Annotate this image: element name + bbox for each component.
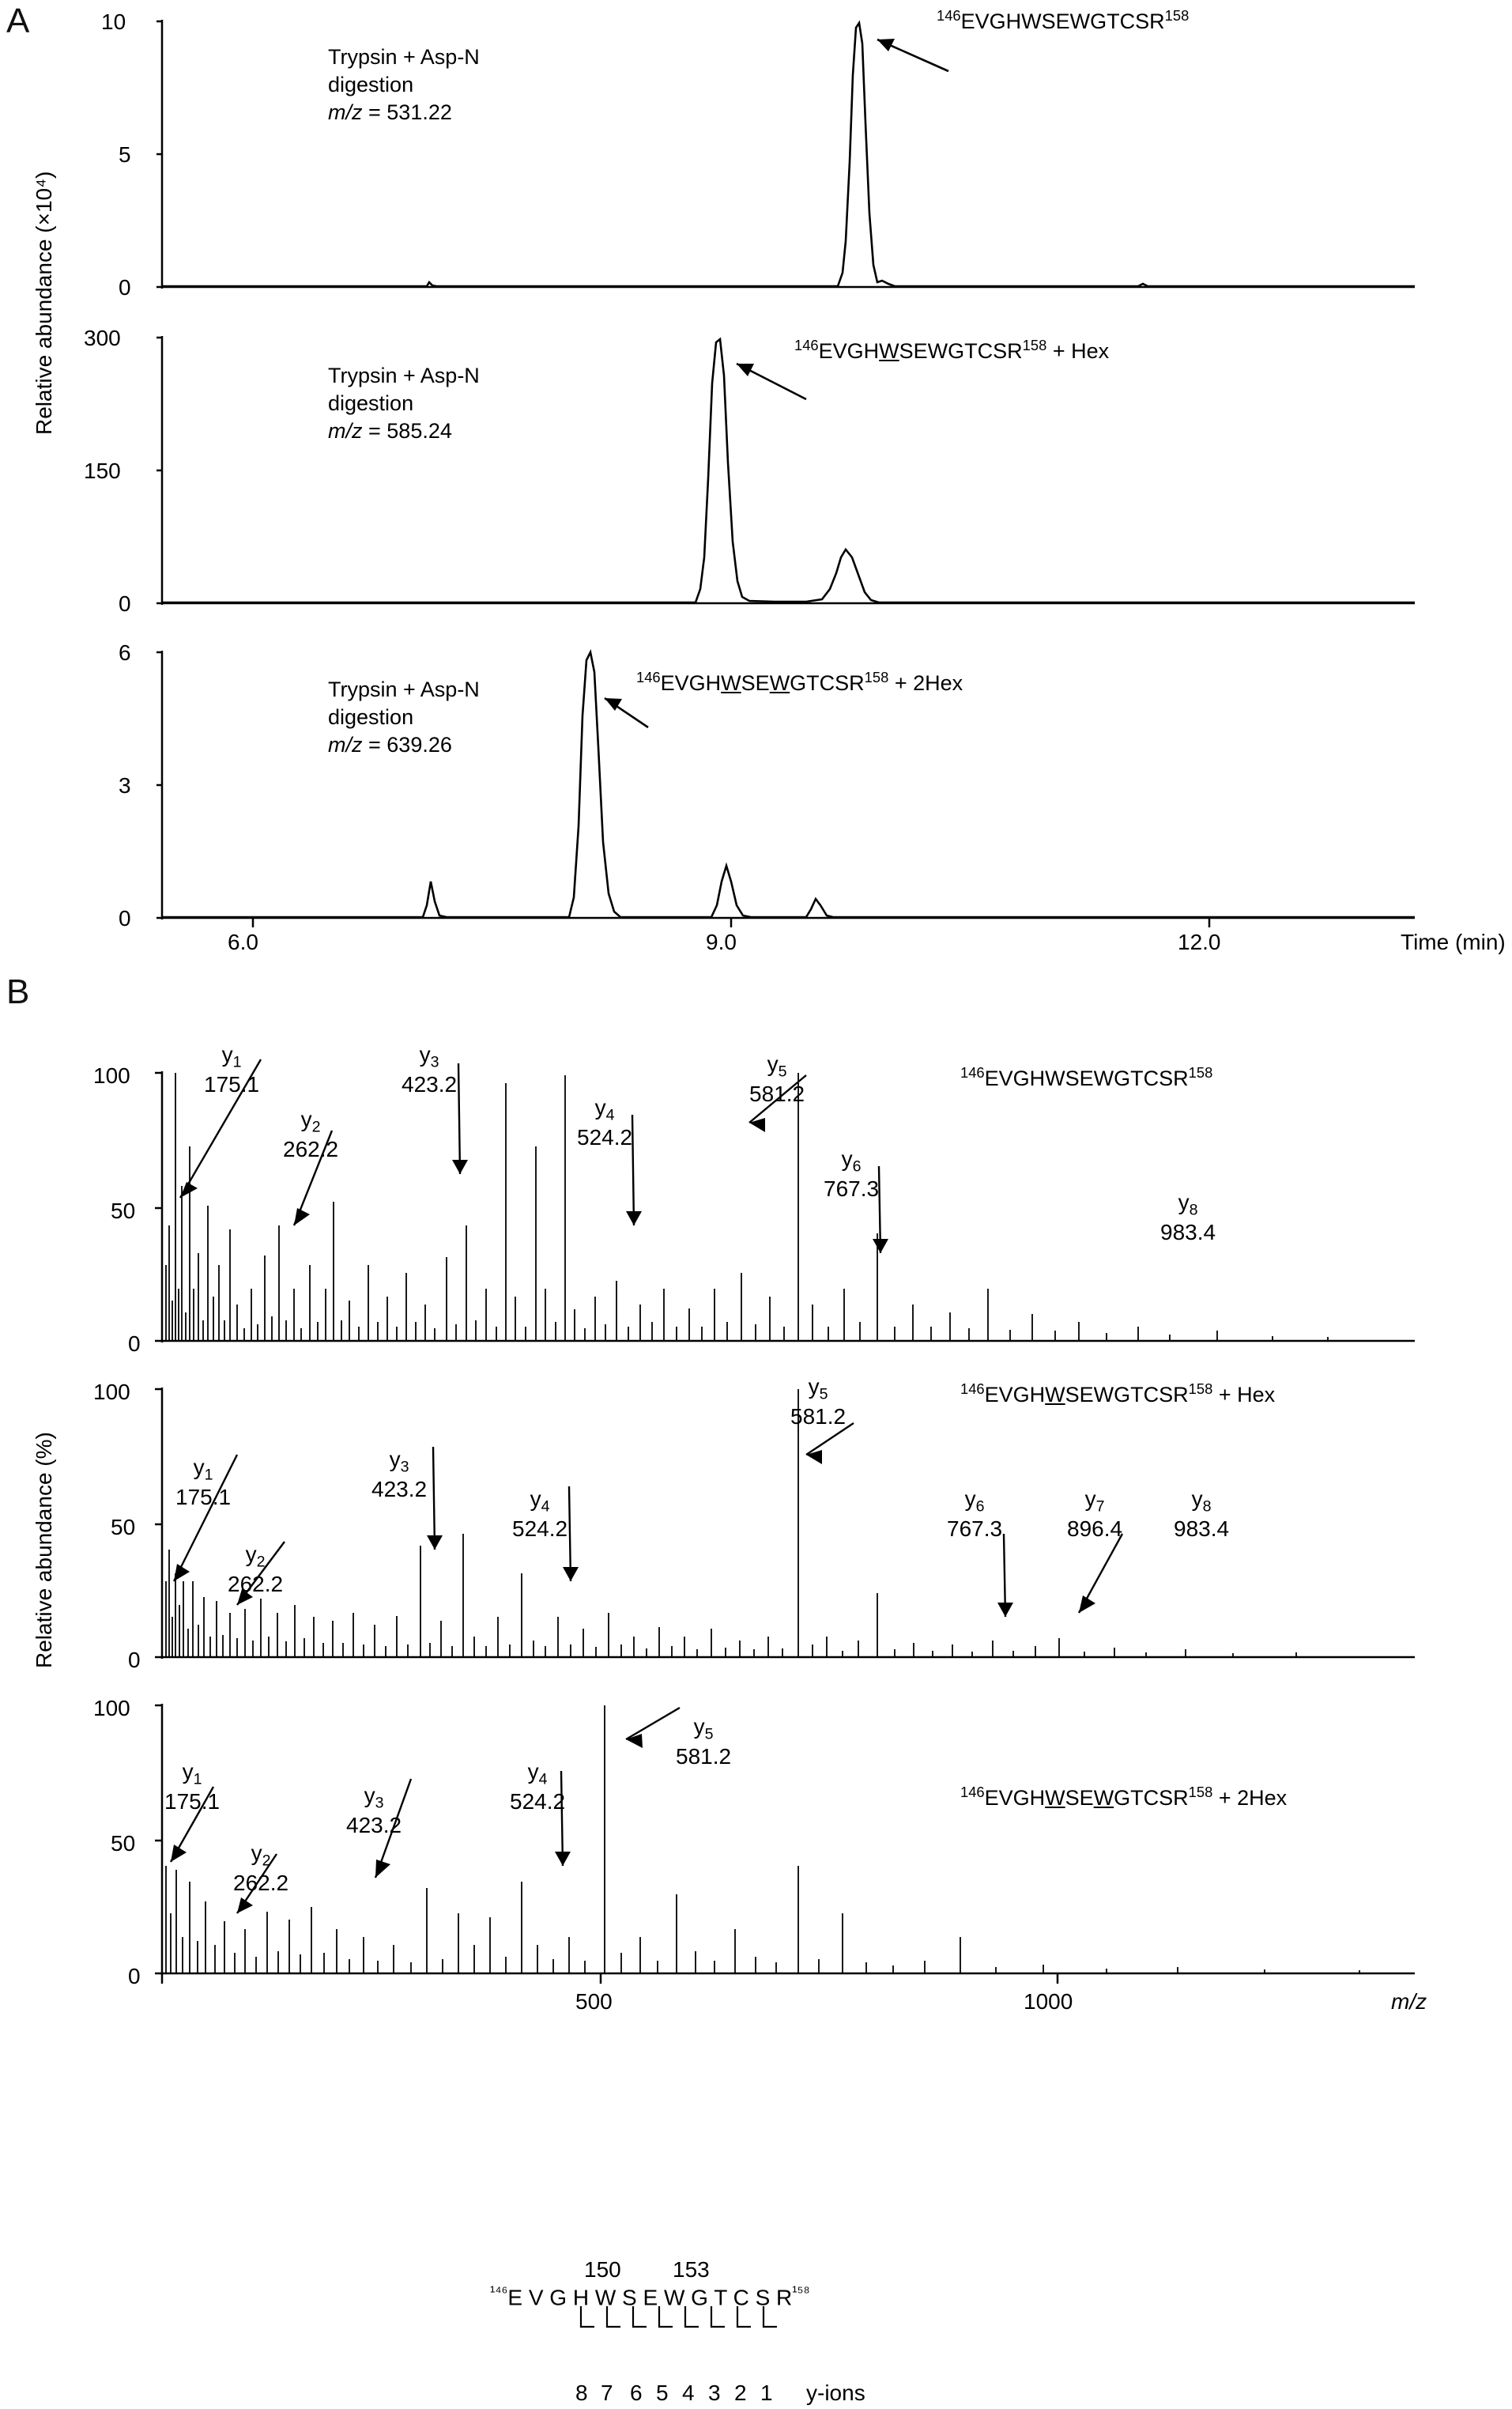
b1-ion-y2-mz: 262.2 <box>283 1136 339 1161</box>
b1-ion-y5-mz: 581.2 <box>749 1081 805 1106</box>
b3-ion-y1 <box>164 1759 220 1814</box>
b3-ion-y4 <box>510 1759 565 1814</box>
b1-ion-y3-mz: 423.2 <box>402 1071 458 1097</box>
panel-a2-ytick-0: 0 <box>119 591 131 616</box>
panel-a1-annotation <box>328 43 480 126</box>
b2-ion-y4-mz: 524.2 <box>512 1516 568 1541</box>
b2-ion-y2-name: $y_2$ <box>245 1542 266 1571</box>
panel-b-plot <box>16 1028 1494 2230</box>
y-ion-number-6: 6 <box>630 2381 643 2405</box>
b1-ion-y4-name: $y_4$ <box>594 1095 615 1124</box>
panel-b2-ytick-0: 0 <box>128 1648 141 1672</box>
b2-ion-y5-name: $y_5$ <box>808 1374 828 1403</box>
panel-a3-ytick-3: 3 <box>119 773 131 798</box>
b1-ion-y8 <box>1160 1190 1216 1245</box>
b2-ion-y6-mz: 767.3 <box>947 1516 1003 1541</box>
panel-a2-annotation-line1: Trypsin + Asp-N <box>328 364 480 387</box>
b3-ion-y2-mz: 262.2 <box>233 1870 289 1895</box>
panel-a2-ytick-300: 300 <box>84 326 121 350</box>
b2-ion-y7-mz: 896.4 <box>1067 1516 1123 1541</box>
panel-b-xtick-500: 500 <box>575 1989 613 2014</box>
panel-a-y-axis-label: Relative abundance (×10⁴) <box>32 171 56 435</box>
b1-spectrum-title: $^{146}$EVGHWSEWGTCSR$^{158}$ <box>960 1064 1213 1090</box>
residue-number-150: 150 <box>584 2257 621 2282</box>
panel-a-x-axis-label: Time (min) <box>1401 930 1506 954</box>
b3-spectrum-title: $^{146}EVGHWSEWGTCSR^{158} + 2Hex$ <box>960 1784 1288 1810</box>
panel-b1-ytick-0: 0 <box>128 1331 141 1356</box>
y-ions-label: y-ions <box>806 2381 865 2405</box>
y-ion-number-1: 1 <box>760 2381 773 2405</box>
panel-a1-ytick-0: 0 <box>119 275 131 300</box>
panel-b3-ytick-0: 0 <box>128 1964 141 1988</box>
panel-a1-annotation-line1: Trypsin + Asp-N <box>328 45 480 69</box>
panel-a3-peak-label: $^{146}EVGHWSEWGTCSR^{158} + 2Hex$ <box>636 669 963 695</box>
b2-ion-y4 <box>512 1486 567 1542</box>
panel-a3-ytick-6: 6 <box>119 640 131 665</box>
b2-ion-y8-name: $y_8$ <box>1191 1486 1212 1516</box>
b1-ion-y8-mz: 983.4 <box>1160 1219 1216 1244</box>
b1-ion-y1-mz: 175.1 <box>204 1071 260 1097</box>
panel-letter-a: A <box>6 2 30 40</box>
b1-ion-y2 <box>283 1107 338 1162</box>
b2-ion-y5-mz: 581.2 <box>790 1403 846 1429</box>
b1-ion-y5-name: $y_5$ <box>767 1052 787 1081</box>
sequence-footer <box>490 2257 1122 2405</box>
y-ion-number-4: 4 <box>682 2381 695 2405</box>
b3-ion-y3 <box>346 1783 402 1838</box>
sequence-suffix: ¹⁵⁸ <box>792 2284 810 2301</box>
b1-ion-y6-mz: 767.3 <box>824 1176 880 1201</box>
panel-a3-annotation <box>328 676 480 759</box>
panel-a2-annotation-line2: digestion <box>328 391 414 416</box>
b3-ion-y3-mz: 423.2 <box>346 1812 402 1837</box>
panel-b2-ytick-100: 100 <box>93 1380 130 1404</box>
sequence-residues: E V G H W S E W G T C S R <box>507 2285 793 2310</box>
b1-ion-y1 <box>204 1042 259 1097</box>
panel-a1-annotation-line2: digestion <box>328 73 414 97</box>
panel-a2-annotation-mz: m/z = 585.24 <box>328 419 452 444</box>
b3-ion-y1-mz: 175.1 <box>164 1788 221 1814</box>
b2-ion-y2 <box>228 1542 283 1597</box>
panel-a3-mz-value: 639.26 <box>386 733 452 757</box>
y-ion-number-2: 2 <box>734 2381 747 2405</box>
panel-a1-annotation-mz: m/z = 531.22 <box>328 100 452 125</box>
b2-ion-y6-name: $y_6$ <box>964 1486 985 1516</box>
b2-ion-y8-mz: 983.4 <box>1174 1516 1230 1541</box>
b2-ion-y3-mz: 423.2 <box>371 1476 428 1501</box>
b1-ion-y3-name: $y_3$ <box>419 1042 439 1071</box>
b3-ion-y2-name: $y_2$ <box>251 1841 271 1870</box>
b1-ion-y2-name: $y_2$ <box>300 1107 321 1136</box>
b1-ion-y6-name: $y_6$ <box>841 1146 862 1176</box>
b2-ion-y1 <box>175 1455 231 1510</box>
b1-ion-y5 <box>749 1052 805 1107</box>
y-ion-number-3: 3 <box>708 2381 721 2405</box>
b1-ion-y3 <box>402 1042 457 1097</box>
panel-a2-peak-label: $^{146}EVGHWSEWGTCSR^{158}$ + Hex <box>794 337 1110 363</box>
y-ion-bracket-diagram <box>577 2306 862 2339</box>
b3-ion-y4-name: $y_4$ <box>527 1759 548 1788</box>
b3-ion-y2 <box>233 1841 288 1896</box>
b1-ion-y4 <box>577 1095 632 1150</box>
b2-ion-y1-mz: 175.1 <box>175 1484 232 1509</box>
panel-b-y-axis-label: Relative abundance (%) <box>32 1432 56 1668</box>
y-ion-number-5: 5 <box>656 2381 669 2405</box>
panel-b-x-axis-label: m/z <box>1391 1989 1427 2014</box>
b3-ion-y5-name: $y_5$ <box>693 1714 714 1743</box>
panel-b2-ytick-50: 50 <box>111 1515 136 1539</box>
panel-b1-ytick-100: 100 <box>93 1063 130 1088</box>
b2-ion-y8 <box>1174 1486 1229 1542</box>
panel-a3-ytick-0: 0 <box>119 906 131 931</box>
panel-a1-ytick-5: 5 <box>119 142 131 167</box>
panel-a-xtick-12: 12.0 <box>1178 930 1221 954</box>
b1-ion-y1-name: $y_1$ <box>221 1042 242 1071</box>
b3-ion-y1-name: $y_1$ <box>182 1759 202 1788</box>
b3-ion-y5 <box>676 1714 731 1769</box>
panel-a-plot <box>16 4 1494 965</box>
b1-ion-y8-name: $y_8$ <box>1178 1190 1198 1219</box>
b2-ion-y7-name: $y_7$ <box>1084 1486 1105 1516</box>
panel-a1-peak-label: $^{146}$EVGHWSEWGTCSR$^{158}$ <box>937 7 1190 33</box>
panel-b-xtick-1000: 1000 <box>1024 1989 1073 2014</box>
panel-a1-mz-value: 531.22 <box>386 100 452 125</box>
panel-a3-annotation-line2: digestion <box>328 705 414 730</box>
panel-a3-annotation-mz: m/z = 639.26 <box>328 733 452 757</box>
y-ion-number-7: 7 <box>601 2381 613 2405</box>
panel-a2-ytick-150: 150 <box>84 459 121 483</box>
panel-letter-b: B <box>6 972 30 1011</box>
panel-a3-annotation-line1: Trypsin + Asp-N <box>328 678 480 701</box>
panel-a2-mz-value: 585.24 <box>386 419 452 444</box>
b2-ion-y2-mz: 262.2 <box>228 1571 284 1596</box>
b2-ion-y3-name: $y_3$ <box>389 1447 409 1476</box>
sequence-prefix: ¹⁴⁶ <box>490 2284 508 2301</box>
b2-ion-y6 <box>947 1486 1002 1542</box>
panel-a1-ytick-10: 10 <box>101 9 126 34</box>
b2-ion-y7 <box>1067 1486 1122 1542</box>
b2-ion-y5 <box>790 1374 846 1429</box>
b3-ion-y5-mz: 581.2 <box>676 1743 732 1769</box>
b2-spectrum-title: $^{146}EVGHWSEWGTCSR^{158}$ + Hex <box>960 1380 1276 1407</box>
b1-ion-y6 <box>824 1146 879 1202</box>
panel-a2-annotation <box>328 362 480 445</box>
y-ion-number-8: 8 <box>575 2381 588 2405</box>
b3-ion-y4-mz: 524.2 <box>510 1788 566 1814</box>
b1-ion-y4-mz: 524.2 <box>577 1124 633 1150</box>
b2-ion-y4-name: $y_4$ <box>530 1486 550 1516</box>
b3-ion-y3-name: $y_3$ <box>364 1783 384 1812</box>
panel-b3-ytick-50: 50 <box>111 1831 136 1856</box>
residue-number-153: 153 <box>673 2257 710 2282</box>
b2-ion-y3 <box>371 1447 427 1502</box>
b2-ion-y1-name: $y_1$ <box>193 1455 213 1484</box>
panel-b1-ytick-50: 50 <box>111 1199 136 1223</box>
panel-b3-ytick-100: 100 <box>93 1696 130 1720</box>
panel-a-xtick-9: 9.0 <box>706 930 737 954</box>
panel-a-xtick-6: 6.0 <box>228 930 258 954</box>
